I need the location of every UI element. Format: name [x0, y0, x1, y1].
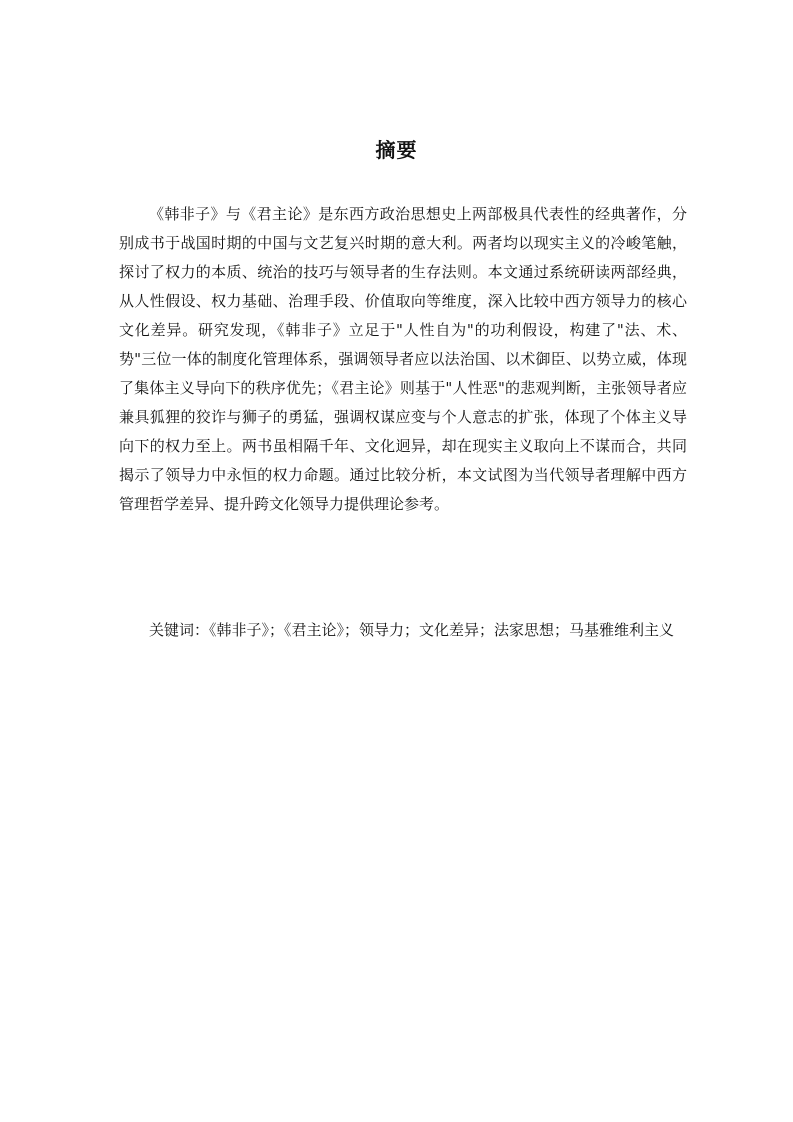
page-title: 摘要 — [375, 138, 418, 162]
abstract-paragraph: 《韩非子》与《君主论》是东西方政治思想史上两部极具代表性的经典著作，分别成书于战国时期的中国与文艺复兴时期的意大利。两者均以现实主义的冷峻笔触，探讨了权力的本质、统治的技巧与领导者的生存法则。本文通过系统研读两部经典，从人性假设、权力基础、治理手段、价值取向等维度，深入比较中西方领导力的核心文化差异。研究发现，《韩非子》立足于"人性自为"的功利假设，构建了"法、术、势"三位一体的制度化管理体系，强调领导者应以法治国、以术御臣、以势立威，体现了集体主义导向下的秩序优先；《君主论》则基于"人性恶"的悲观判断，主张领导者应兼具狐狸的狡诈与狮子的勇猛，强调权谋应变与个人意志的扩张，体现了个体主义导向下的权力至上。两书虽相隔千年、文化迥异，却在现实主义取向上不谋而合，共同揭示了领导力中永恒的权力命题。通过比较分析，本文试图为当代领导者理解中西方管理哲学差异、提升跨文化领导力提供理论参考。 — [119, 205, 687, 513]
keywords-line: 关键词：《韩非子》；《君主论》；领导力；文化差异；法家思想；马基雅维利主义 — [149, 621, 675, 639]
